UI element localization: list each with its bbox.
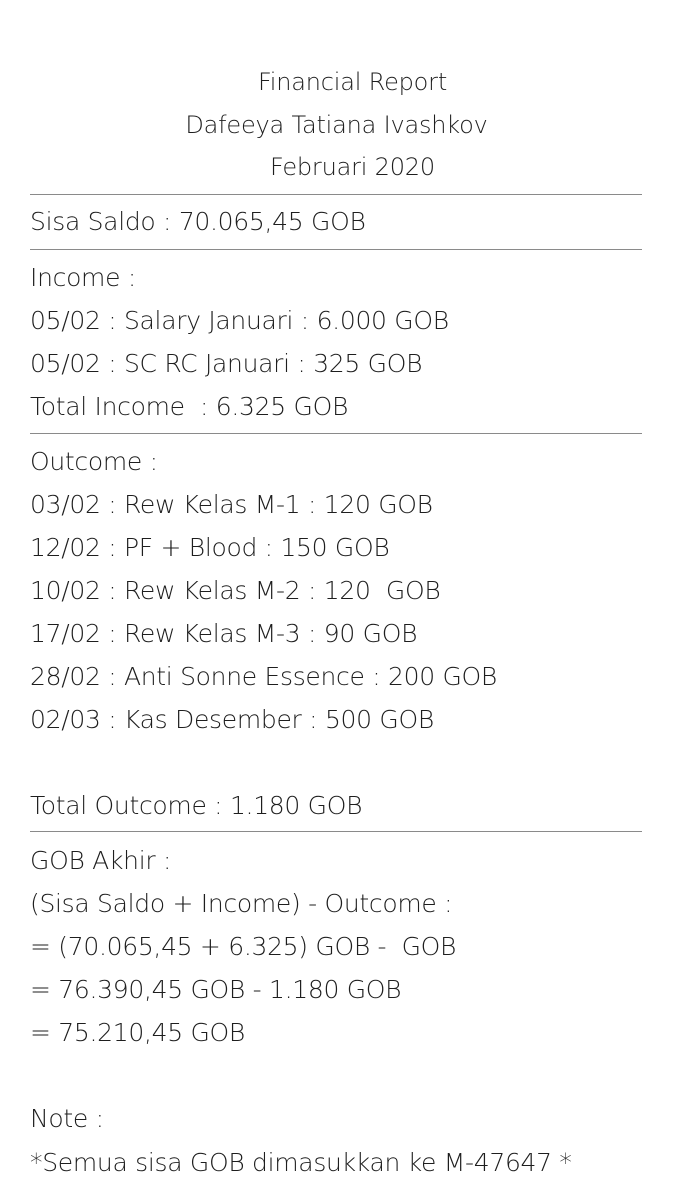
final-result: = 75.210,45 GOB [30, 1018, 245, 1047]
outcome-total: Total Outcome : 1.180 GOB [30, 791, 363, 820]
divider [30, 194, 642, 195]
outcome-item: 02/03 : Kas Desember : 500 GOB [30, 705, 434, 734]
divider [30, 831, 642, 832]
outcome-item: 12/02 : PF + Blood : 150 GOB [30, 533, 390, 562]
income-item: 05/02 : SC RC Januari : 325 GOB [30, 349, 423, 378]
note-text: *Semua sisa GOB dimasukkan ke M-47647 * [30, 1148, 572, 1177]
outcome-item: 28/02 : Anti Sonne Essence : 200 GOB [30, 662, 497, 691]
divider [30, 249, 642, 250]
outcome-item: 03/02 : Rew Kelas M-1 : 120 GOB [30, 490, 433, 519]
report-owner-name: Dafeeya Tatiana Ivashkov [185, 111, 488, 139]
final-formula: (Sisa Saldo + Income) - Outcome : [30, 889, 453, 918]
outcome-item: 17/02 : Rew Kelas M-3 : 90 GOB [30, 619, 418, 648]
final-heading: GOB Akhir : [30, 846, 172, 875]
outcome-item: 10/02 : Rew Kelas M-2 : 120 GOB [30, 576, 441, 605]
note-heading: Note : [30, 1104, 104, 1133]
income-total: Total Income : 6.325 GOB [30, 392, 349, 421]
income-item: 05/02 : Salary Januari : 6.000 GOB [30, 306, 449, 335]
outcome-heading: Outcome : [30, 447, 158, 476]
final-calculation: = 76.390,45 GOB - 1.180 GOB [30, 975, 402, 1004]
saldo-line: Sisa Saldo : 70.065,45 GOB [30, 207, 366, 236]
report-title: Financial Report [257, 68, 448, 96]
divider [30, 433, 642, 434]
final-calculation: = (70.065,45 + 6.325) GOB - GOB [30, 932, 457, 961]
income-heading: Income : [30, 263, 136, 292]
report-period: Februari 2020 [270, 153, 435, 181]
